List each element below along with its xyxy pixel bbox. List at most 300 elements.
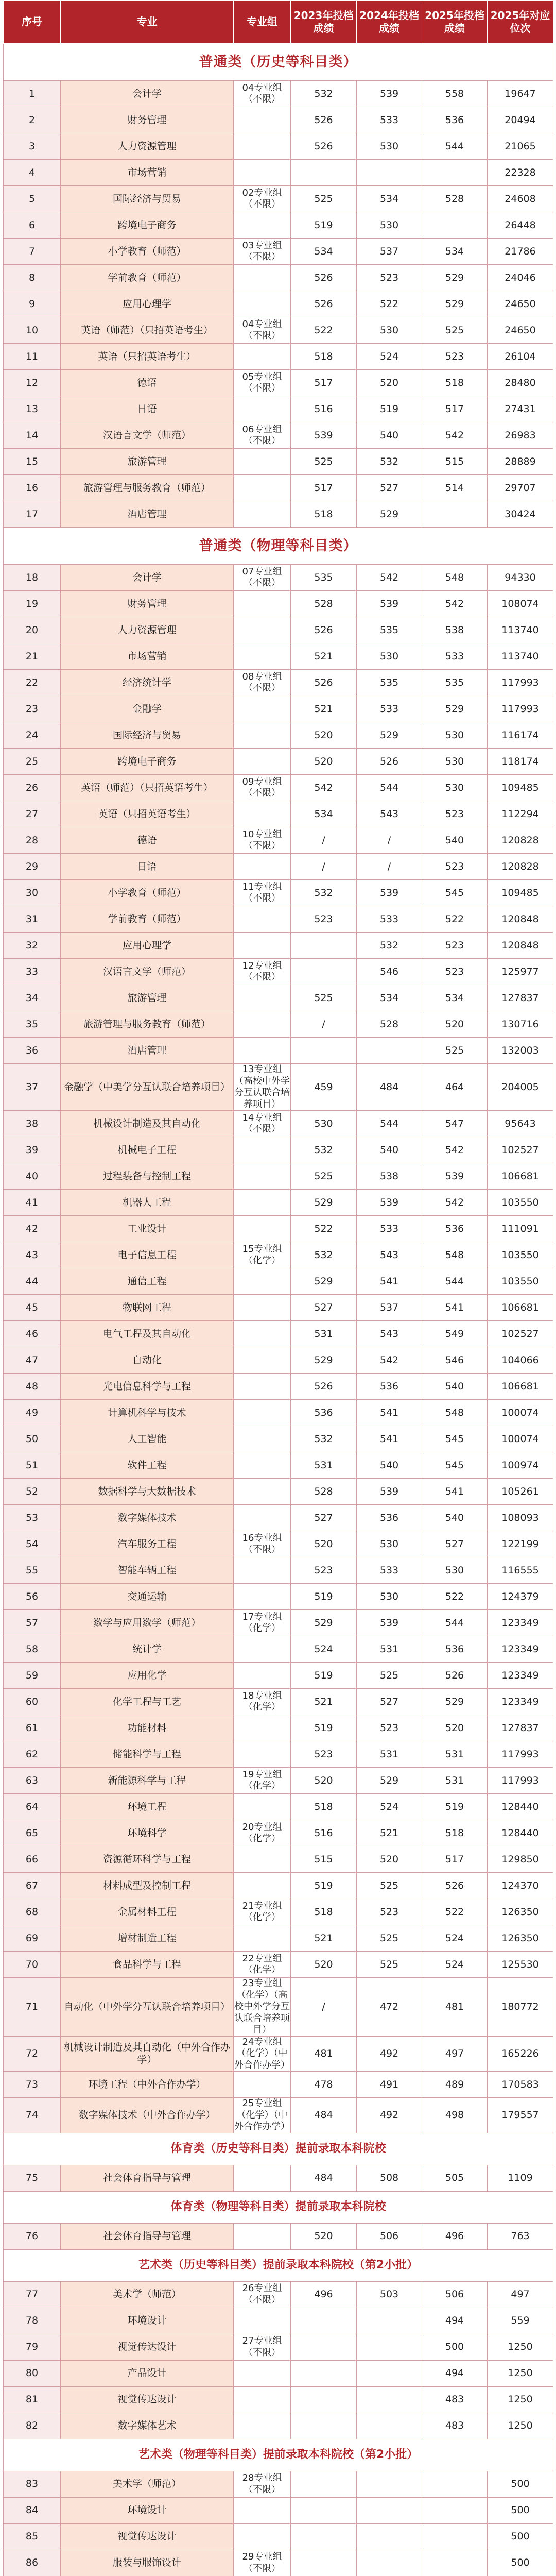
section-title: 普通类（历史等科目类） [4,44,553,81]
cell-major: 旅游管理与服务教育（师范） [61,1011,234,1038]
cell-group: 22专业组（化学） [234,1952,291,1978]
cell-group: 04专业组（不限） [234,317,291,344]
cell-major: 小学教育（师范） [61,880,234,906]
cell-score-2024: 519 [357,396,422,422]
cell-major: 机械设计制造及其自动化 [61,1111,234,1137]
cell-group [234,722,291,749]
cell-group [234,1741,291,1768]
cell-score-2024: 503 [357,2281,422,2308]
cell-score-2024: 525 [357,1952,422,1978]
cell-rank-2025: 1250 [488,2413,553,2439]
cell-index: 17 [4,501,61,528]
cell-score-2023: 534 [291,801,357,827]
cell-major: 机器人工程 [61,1190,234,1216]
cell-group [234,1400,291,1426]
cell-group [234,1873,291,1899]
cell-score-2023: 518 [291,1899,357,1925]
cell-score-2024: 539 [357,1190,422,1216]
cell-score-2024: 541 [357,1426,422,1452]
cell-rank-2025: 100074 [488,1426,553,1452]
cell-rank-2025: 129850 [488,1846,553,1873]
cell-score-2023: 523 [291,1557,357,1584]
cell-index: 47 [4,1347,61,1374]
cell-index: 80 [4,2360,61,2386]
cell-score-2023: 528 [291,591,357,617]
cell-major: 资源循环科学与工程 [61,1846,234,1873]
cell-major: 旅游管理与服务教育（师范） [61,475,234,501]
cell-rank-2025: 113740 [488,617,553,643]
cell-major: 金融学 [61,696,234,722]
cell-score-2024 [357,2523,422,2550]
cell-score-2024: 540 [357,1137,422,1163]
cell-group [234,2497,291,2523]
header-rank-2025: 2025年对应位次 [488,1,553,44]
cell-score-2024: 524 [357,344,422,370]
cell-score-2025: 530 [422,722,488,749]
cell-major: 汉语言文学（师范） [61,959,234,985]
cell-score-2024: 472 [357,1978,422,2037]
cell-major: 服装与服饰设计 [61,2550,234,2576]
table-row [4,422,553,449]
cell-score-2025: 536 [422,1216,488,1242]
cell-index: 68 [4,1899,61,1925]
cell-group [234,160,291,186]
table-row [4,1479,553,1505]
cell-major: 市场营销 [61,643,234,670]
cell-rank-2025: 124379 [488,1584,553,1610]
cell-score-2025: 548 [422,1400,488,1426]
cell-group [234,501,291,528]
cell-rank-2025: 113740 [488,643,553,670]
table-row [4,2334,553,2360]
cell-score-2024: 525 [357,1873,422,1899]
cell-group [234,1557,291,1584]
cell-score-2023: 525 [291,1163,357,1190]
cell-score-2024: 541 [357,1400,422,1426]
cell-group [234,1663,291,1689]
cell-score-2024: 520 [357,1846,422,1873]
cell-major: 数学与应用数学（师范） [61,1610,234,1636]
table-row [4,722,553,749]
cell-index: 55 [4,1557,61,1584]
cell-rank-2025: 103550 [488,1242,553,1268]
cell-group [234,985,291,1011]
cell-major: 统计学 [61,1636,234,1663]
cell-score-2023: 529 [291,1190,357,1216]
cell-group [234,696,291,722]
table-row [4,643,553,670]
cell-score-2024: 539 [357,591,422,617]
cell-score-2024: / [357,827,422,854]
cell-rank-2025: 29707 [488,475,553,501]
table-row [4,906,553,933]
cell-score-2024: 529 [357,1768,422,1794]
cell-group: 27专业组（不限） [234,2334,291,2360]
cell-group: 16专业组（不限） [234,1531,291,1557]
cell-major: 数据科学与大数据技术 [61,1479,234,1505]
cell-score-2024: 537 [357,239,422,265]
table-row [4,2550,553,2576]
cell-index: 15 [4,449,61,475]
table-row [4,265,553,291]
cell-rank-2025: 123349 [488,1636,553,1663]
header-score-2023: 2023年投档成绩 [291,1,357,44]
cell-index: 50 [4,1426,61,1452]
cell-group: 05专业组（不限） [234,370,291,396]
cell-major: 功能材料 [61,1715,234,1741]
cell-score-2025: 527 [422,1531,488,1557]
cell-index: 60 [4,1689,61,1715]
cell-group: 11专业组（不限） [234,880,291,906]
cell-index: 11 [4,344,61,370]
cell-group: 25专业组（化学）（中外合作办学） [234,2098,290,2132]
cell-rank-2025: 1109 [488,2165,553,2191]
cell-rank-2025: 24608 [488,186,553,212]
cell-score-2024: 534 [357,985,422,1011]
table-row [4,449,553,475]
cell-major: 金融学（中美学分互认联合培养项目） [61,1064,234,1111]
table-row [4,1011,553,1038]
cell-rank-2025: 108074 [488,591,553,617]
cell-group [234,2072,291,2098]
cell-score-2024: 543 [357,801,422,827]
cell-major: 酒店管理 [61,501,234,528]
cell-index: 65 [4,1820,61,1846]
cell-score-2023: 523 [291,906,357,933]
cell-major: 电气工程及其自动化 [61,1321,234,1347]
cell-group [234,212,291,239]
cell-score-2023: 518 [291,1794,357,1820]
cell-index: 79 [4,2334,61,2360]
cell-rank-2025: 104066 [488,1347,553,1374]
cell-score-2025: 494 [422,2360,488,2386]
cell-rank-2025: 559 [488,2308,553,2334]
cell-score-2024: 522 [357,291,422,317]
cell-score-2025: 541 [422,1479,488,1505]
cell-group [234,291,291,317]
table-row [4,617,553,643]
cell-index: 78 [4,2308,61,2334]
cell-score-2024: 544 [357,1111,422,1137]
cell-group [234,1374,291,1400]
cell-score-2024: 529 [357,722,422,749]
cell-score-2024: 539 [357,1610,422,1636]
cell-group [234,1636,291,1663]
cell-score-2024: 539 [357,880,422,906]
cell-score-2023: 520 [291,1952,357,1978]
cell-score-2025: 529 [422,1689,488,1715]
cell-index: 86 [4,2550,61,2576]
cell-rank-2025: 22328 [488,160,553,186]
cell-major: 机械设计制造及其自动化（中外合作办学） [61,2036,234,2072]
cell-score-2023: 532 [291,81,357,107]
cell-score-2025: 514 [422,475,488,501]
cell-rank-2025: 109485 [488,880,553,906]
cell-rank-2025: 125977 [488,959,553,985]
cell-score-2025: 498 [422,2098,488,2133]
table-row [4,501,553,528]
cell-index: 66 [4,1846,61,1873]
table-row [4,933,553,959]
cell-score-2024: 542 [357,565,422,591]
table-row [4,212,553,239]
cell-score-2023: 516 [291,396,357,422]
cell-score-2025: 536 [422,1636,488,1663]
cell-score-2025: 545 [422,1452,488,1479]
cell-index: 35 [4,1011,61,1038]
cell-index: 62 [4,1741,61,1768]
cell-score-2025: 542 [422,1190,488,1216]
cell-major: 跨境电子商务 [61,749,234,775]
cell-rank-2025: 123349 [488,1689,553,1715]
cell-score-2024: 521 [357,1820,422,1846]
table-row [4,1925,553,1952]
cell-group [234,344,291,370]
cell-score-2025 [422,160,488,186]
cell-score-2023: 525 [291,985,357,1011]
cell-major: 社会体育指导与管理 [61,2165,234,2191]
cell-score-2024: 540 [357,1452,422,1479]
cell-score-2024 [357,2308,422,2334]
cell-major: 应用心理学 [61,933,234,959]
table-row [4,1295,553,1321]
cell-major: 应用化学 [61,1663,234,1689]
cell-rank-2025: 102527 [488,1321,553,1347]
cell-score-2024: / [357,854,422,880]
cell-score-2024: 484 [357,1064,422,1111]
cell-rank-2025: 118174 [488,749,553,775]
cell-score-2023: 520 [291,722,357,749]
cell-score-2023: 484 [291,2098,357,2133]
table-row [4,1741,553,1768]
cell-score-2025: 522 [422,906,488,933]
cell-group [234,1011,291,1038]
cell-rank-2025: 1250 [488,2360,553,2386]
cell-rank-2025: 500 [488,2471,553,2497]
cell-index: 31 [4,906,61,933]
cell-score-2025 [422,2523,488,2550]
cell-rank-2025: 103550 [488,1268,553,1295]
cell-rank-2025: 106681 [488,1374,553,1400]
table-row [4,1715,553,1741]
cell-score-2023: 516 [291,1820,357,1846]
table-row [4,1038,553,1064]
cell-major: 市场营销 [61,160,234,186]
cell-rank-2025: 127837 [488,985,553,1011]
cell-score-2024: 530 [357,212,422,239]
cell-major: 学前教育（师范） [61,265,234,291]
cell-group: 12专业组（不限） [234,959,291,985]
cell-score-2024: 539 [357,81,422,107]
cell-index: 27 [4,801,61,827]
admission-score-table [3,0,553,2576]
cell-group [234,801,291,827]
cell-major: 交通运输 [61,1584,234,1610]
cell-score-2025: 483 [422,2386,488,2413]
cell-group [234,749,291,775]
cell-major: 产品设计 [61,2360,234,2386]
cell-rank-2025: 28480 [488,370,553,396]
table-row [4,959,553,985]
cell-score-2024: 531 [357,1636,422,1663]
cell-index: 20 [4,617,61,643]
table-row [4,985,553,1011]
cell-rank-2025: 123349 [488,1610,553,1636]
cell-group [234,107,291,133]
cell-major: 环境科学 [61,1820,234,1846]
cell-index: 18 [4,565,61,591]
cell-major: 自动化 [61,1347,234,1374]
cell-major: 英语（师范）（只招英语考生） [61,317,234,344]
cell-score-2024: 528 [357,1011,422,1038]
cell-score-2025: 526 [422,1873,488,1899]
cell-score-2025 [422,2550,488,2576]
cell-index: 19 [4,591,61,617]
cell-score-2023 [291,2308,357,2334]
cell-score-2023: 532 [291,880,357,906]
cell-major: 日语 [61,854,234,880]
table-row [4,1347,553,1374]
cell-score-2023: 481 [291,2036,357,2072]
cell-major: 化学工程与工艺 [61,1689,234,1715]
cell-score-2025: 545 [422,880,488,906]
table-row [4,370,553,396]
cell-group [234,396,291,422]
cell-score-2025: 558 [422,81,488,107]
cell-score-2023: 535 [291,565,357,591]
cell-score-2023 [291,933,357,959]
cell-index: 1 [4,81,61,107]
cell-score-2023: 518 [291,501,357,528]
cell-index: 74 [4,2098,61,2133]
cell-score-2023 [291,2334,357,2360]
cell-score-2023 [291,2360,357,2386]
cell-score-2025: 520 [422,1715,488,1741]
cell-major: 智能车辆工程 [61,1557,234,1584]
cell-score-2025: 540 [422,827,488,854]
cell-group: 18专业组（化学） [234,1689,291,1715]
cell-score-2023: 519 [291,1584,357,1610]
cell-score-2023: 519 [291,1663,357,1689]
cell-rank-2025: 165226 [488,2036,553,2072]
cell-score-2024: 531 [357,1741,422,1768]
cell-score-2024: 538 [357,1163,422,1190]
cell-score-2024: 506 [357,2223,422,2249]
table-row [4,344,553,370]
header-index: 序号 [4,1,61,44]
cell-group [234,1321,291,1347]
cell-score-2025: 531 [422,1768,488,1794]
cell-major: 德语 [61,827,234,854]
cell-score-2025: 540 [422,1374,488,1400]
cell-rank-2025: 120828 [488,854,553,880]
table-row [4,2165,553,2191]
cell-index: 24 [4,722,61,749]
cell-group [234,1295,291,1321]
cell-score-2025: 524 [422,1925,488,1952]
cell-score-2025: 506 [422,2281,488,2308]
cell-rank-2025: 108093 [488,1505,553,1531]
cell-group [234,1715,291,1741]
cell-group [234,2165,291,2191]
cell-score-2024: 536 [357,1505,422,1531]
cell-score-2024: 542 [357,1347,422,1374]
cell-score-2024: 533 [357,1557,422,1584]
cell-score-2025: 522 [422,1899,488,1925]
cell-score-2024: 523 [357,1715,422,1741]
cell-score-2025: 524 [422,1952,488,1978]
cell-group [234,2223,291,2249]
cell-rank-2025: 116174 [488,722,553,749]
cell-score-2024: 520 [357,370,422,396]
cell-major: 财务管理 [61,107,234,133]
table-row [4,2098,553,2133]
cell-score-2023: 478 [291,2072,357,2098]
table-row [4,670,553,696]
table-row [4,2308,553,2334]
cell-score-2023: 521 [291,1689,357,1715]
cell-index: 82 [4,2413,61,2439]
section-header-row [4,44,553,81]
cell-major: 计算机科学与技术 [61,1400,234,1426]
cell-rank-2025: 21065 [488,133,553,160]
cell-score-2024: 535 [357,617,422,643]
cell-score-2025: 522 [422,1584,488,1610]
cell-rank-2025: 500 [488,2523,553,2550]
cell-score-2023: 520 [291,749,357,775]
cell-rank-2025: 26448 [488,212,553,239]
table-row [4,291,553,317]
cell-group [234,1584,291,1610]
table-row [4,1952,553,1978]
cell-index: 76 [4,2223,61,2249]
cell-score-2024 [357,2550,422,2576]
cell-index: 52 [4,1479,61,1505]
cell-group [234,1163,291,1190]
table-row [4,1137,553,1163]
cell-group: 06专业组（不限） [234,422,291,449]
section-title: 体育类（历史等科目类）提前录取本科院校 [4,2133,553,2165]
cell-rank-2025: 24650 [488,291,553,317]
cell-rank-2025: 127837 [488,1715,553,1741]
cell-group: 04专业组（不限） [234,81,291,107]
cell-index: 61 [4,1715,61,1741]
table-row [4,1978,553,2037]
cell-major: 社会体育指导与管理 [61,2223,234,2249]
cell-major: 环境设计 [61,2497,234,2523]
cell-score-2024: 540 [357,422,422,449]
cell-score-2023 [291,2523,357,2550]
cell-score-2025: 489 [422,2072,488,2098]
cell-rank-2025: 180772 [488,1978,553,2037]
table-row [4,2386,553,2413]
cell-score-2023: 518 [291,344,357,370]
cell-group: 08专业组（不限） [234,670,291,696]
cell-rank-2025: 106681 [488,1295,553,1321]
cell-group [234,1216,291,1242]
cell-group: 03专业组（不限） [234,239,291,265]
cell-score-2023: 532 [291,1242,357,1268]
cell-score-2023: 529 [291,1610,357,1636]
cell-index: 84 [4,2497,61,2523]
header-row [4,1,553,44]
cell-group [234,906,291,933]
cell-major: 数字媒体艺术 [61,2413,234,2439]
cell-score-2023: 536 [291,1400,357,1426]
cell-rank-2025: 27431 [488,396,553,422]
table-row [4,317,553,344]
cell-score-2024: 541 [357,1268,422,1295]
